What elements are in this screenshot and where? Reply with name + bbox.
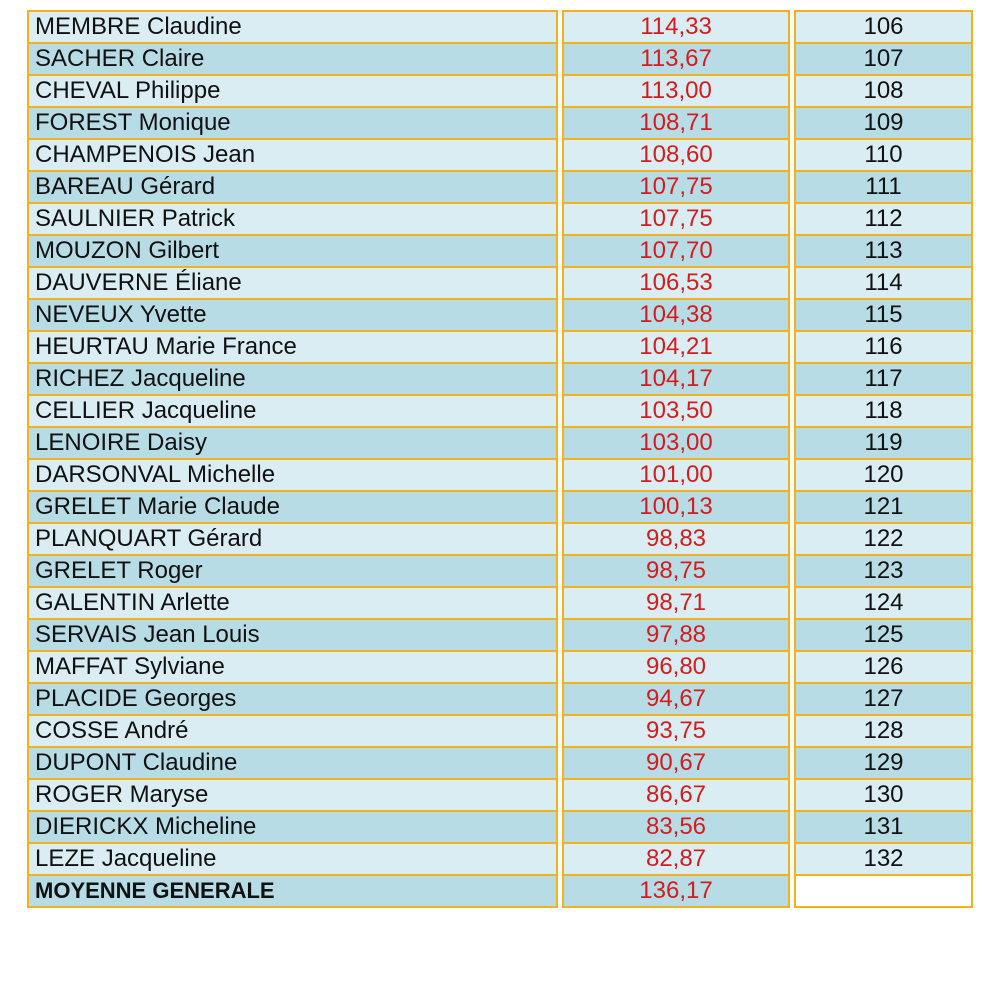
ranking-table-container [27, 10, 971, 908]
rank-cell: 129 [795, 747, 972, 779]
rank-cell: 125 [795, 619, 972, 651]
participant-name-cell: CHEVAL Philippe [28, 75, 557, 107]
rank-cell: 124 [795, 587, 972, 619]
participant-name-cell: CELLIER Jacqueline [28, 395, 557, 427]
participant-name-cell: DUPONT Claudine [28, 747, 557, 779]
participant-name-cell: SACHER Claire [28, 43, 557, 75]
participant-name-cell: FOREST Monique [28, 107, 557, 139]
rank-cell: 106 [795, 11, 972, 43]
ranking-table [27, 10, 973, 908]
table-row [28, 651, 972, 683]
score-cell: 97,88 [563, 619, 789, 651]
score-cell: 103,50 [563, 395, 789, 427]
participant-name-cell: LENOIRE Daisy [28, 427, 557, 459]
score-cell: 108,71 [563, 107, 789, 139]
table-row [28, 619, 972, 651]
participant-name-cell: COSSE André [28, 715, 557, 747]
rank-cell: 117 [795, 363, 972, 395]
rank-cell: 108 [795, 75, 972, 107]
score-cell: 96,80 [563, 651, 789, 683]
score-cell: 98,71 [563, 587, 789, 619]
table-row [28, 11, 972, 43]
rank-cell: 128 [795, 715, 972, 747]
score-cell: 108,60 [563, 139, 789, 171]
rank-cell: 126 [795, 651, 972, 683]
score-cell: 113,67 [563, 43, 789, 75]
participant-name-cell: DIERICKX Micheline [28, 811, 557, 843]
table-row [28, 267, 972, 299]
participant-name-cell: ROGER Maryse [28, 779, 557, 811]
rank-cell: 118 [795, 395, 972, 427]
participant-name-cell: HEURTAU Marie France [28, 331, 557, 363]
rank-cell: 123 [795, 555, 972, 587]
rank-cell: 119 [795, 427, 972, 459]
rank-cell: 122 [795, 523, 972, 555]
table-row [28, 331, 972, 363]
rank-cell: 110 [795, 139, 972, 171]
score-cell: 106,53 [563, 267, 789, 299]
table-row [28, 747, 972, 779]
participant-name-cell: DAUVERNE Éliane [28, 267, 557, 299]
score-cell: 82,87 [563, 843, 789, 875]
participant-name-cell: GALENTIN Arlette [28, 587, 557, 619]
table-row [28, 363, 972, 395]
score-cell: 104,38 [563, 299, 789, 331]
table-row [28, 395, 972, 427]
table-row [28, 299, 972, 331]
rank-cell: 109 [795, 107, 972, 139]
participant-name-cell: MEMBRE Claudine [28, 11, 557, 43]
score-cell: 107,75 [563, 171, 789, 203]
score-cell: 90,67 [563, 747, 789, 779]
total-rank-cell [795, 875, 972, 907]
rank-cell: 107 [795, 43, 972, 75]
score-cell: 101,00 [563, 459, 789, 491]
participant-name-cell: MOUZON Gilbert [28, 235, 557, 267]
participant-name-cell: BAREAU Gérard [28, 171, 557, 203]
score-cell: 104,21 [563, 331, 789, 363]
table-row [28, 843, 972, 875]
table-row [28, 491, 972, 523]
table-row [28, 683, 972, 715]
rank-cell: 112 [795, 203, 972, 235]
table-row [28, 203, 972, 235]
table-row [28, 555, 972, 587]
rank-cell: 115 [795, 299, 972, 331]
participant-name-cell: SAULNIER Patrick [28, 203, 557, 235]
table-row [28, 139, 972, 171]
rank-cell: 132 [795, 843, 972, 875]
table-row [28, 523, 972, 555]
participant-name-cell: CHAMPENOIS Jean [28, 139, 557, 171]
rank-cell: 131 [795, 811, 972, 843]
score-cell: 107,75 [563, 203, 789, 235]
rank-cell: 127 [795, 683, 972, 715]
rank-cell: 116 [795, 331, 972, 363]
participant-name-cell: PLANQUART Gérard [28, 523, 557, 555]
table-row [28, 587, 972, 619]
score-cell: 104,17 [563, 363, 789, 395]
score-cell: 114,33 [563, 11, 789, 43]
table-row [28, 459, 972, 491]
table-row [28, 715, 972, 747]
score-cell: 98,83 [563, 523, 789, 555]
score-cell: 98,75 [563, 555, 789, 587]
rank-cell: 114 [795, 267, 972, 299]
table-row [28, 779, 972, 811]
participant-name-cell: PLACIDE Georges [28, 683, 557, 715]
table-row [28, 43, 972, 75]
table-row [28, 427, 972, 459]
total-score-cell: 136,17 [563, 875, 789, 907]
score-cell: 113,00 [563, 75, 789, 107]
score-cell: 103,00 [563, 427, 789, 459]
participant-name-cell: NEVEUX Yvette [28, 299, 557, 331]
table-row [28, 107, 972, 139]
participant-name-cell: GRELET Roger [28, 555, 557, 587]
rank-cell: 120 [795, 459, 972, 491]
rank-cell: 111 [795, 171, 972, 203]
score-cell: 83,56 [563, 811, 789, 843]
score-cell: 86,67 [563, 779, 789, 811]
ranking-table-body [28, 11, 972, 907]
table-row [28, 811, 972, 843]
participant-name-cell: SERVAIS Jean Louis [28, 619, 557, 651]
score-cell: 93,75 [563, 715, 789, 747]
rank-cell: 121 [795, 491, 972, 523]
participant-name-cell: GRELET Marie Claude [28, 491, 557, 523]
table-row [28, 235, 972, 267]
participant-name-cell: DARSONVAL Michelle [28, 459, 557, 491]
rank-cell: 113 [795, 235, 972, 267]
rank-cell: 130 [795, 779, 972, 811]
total-label: MOYENNE GENERALE [28, 875, 557, 907]
table-row [28, 171, 972, 203]
score-cell: 94,67 [563, 683, 789, 715]
table-row [28, 75, 972, 107]
participant-name-cell: RICHEZ Jacqueline [28, 363, 557, 395]
score-cell: 100,13 [563, 491, 789, 523]
participant-name-cell: LEZE Jacqueline [28, 843, 557, 875]
total-row [28, 875, 972, 907]
score-cell: 107,70 [563, 235, 789, 267]
participant-name-cell: MAFFAT Sylviane [28, 651, 557, 683]
